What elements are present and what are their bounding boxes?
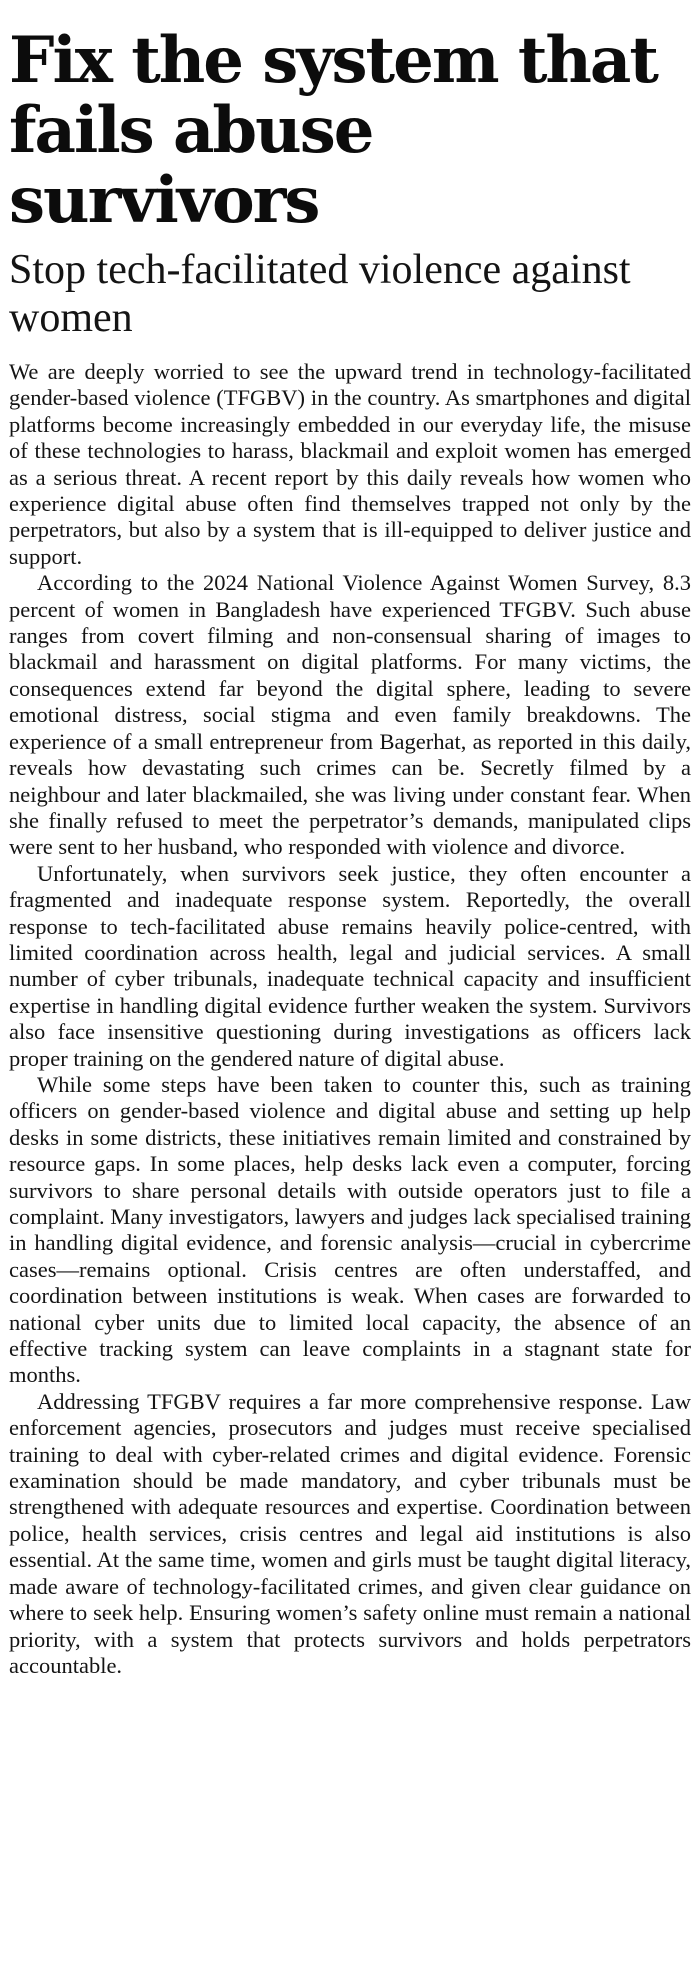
article-body: [9, 359, 691, 1679]
body-paragraph: According to the 2024 National Violence Against Women Survey, 8.3 percent of women in Bangladesh have experienced TFGBV. Such abuse ranges from covert filming and non-consensual sharing of images to blackmail and harassment on digital platforms. For many victims, the consequences extend far beyond the digital sphere, leading to severe emotional distress, social stigma and even family breakdowns. The experience of a small entrepreneur from Bagerhat, as reported in this daily, reveals how devastating such crimes can be. Secretly filmed by a neighbour and later blackmailed, she was living under constant fear. When she finally refused to meet the perpetrator’s demands, manipulated clips were sent to her husband, who responded with violence and divorce.: [9, 570, 691, 860]
article-headline: Fix the system that fails abuse survivors: [9, 23, 657, 238]
body-paragraph: We are deeply worried to see the upward trend in technology-facilitated gender-based violence (TFGBV) in the country. As smartphones and digital platforms become increasingly embedded in our everyday life, the misuse of these technologies to harass, blackmail and exploit women has emerged as a serious threat. A recent report by this daily reveals how women who experience digital abuse often find themselves trapped not only by the perpetrators, but also by a system that is ill-equipped to deliver justice and support.: [9, 359, 691, 569]
body-paragraph: While some steps have been taken to counter this, such as training officers on gender-based violence and digital abuse and setting up help desks in some districts, these initiatives remain limited and constrained by resource gaps. In some places, help desks lack even a computer, forcing survivors to share personal details with outside operators just to file a complaint. Many investigators, lawyers and judges lack specialised training in handling digital evidence, and forensic analysis—crucial in cybercrime cases—remains optional. Crisis centres are often understaffed, and coordination between institutions is weak. When cases are forwarded to national cyber units due to limited local capacity, the absence of an effective tracking system can leave complaints in a stagnant state for months.: [9, 1071, 691, 1388]
article-subheadline: Stop tech-facilitated violence against women: [9, 247, 631, 341]
body-paragraph: Unfortunately, when survivors seek justice, they often encounter a fragmented and inadequate response system. Reportedly, the overall response to tech-facilitated abuse remains heavily police-centred, with limited coordination across health, legal and judicial services. A small number of cyber tribunals, inadequate technical capacity and insufficient expertise in handling digital evidence further weaken the system. Survivors also face insensitive questioning during investigations as officers lack proper training on the gendered nature of digital abuse.: [9, 860, 691, 1071]
body-paragraph: Addressing TFGBV requires a far more comprehensive response. Law enforcement agencies, prosecutors and judges must receive specialised training to deal with cyber-related crimes and digital evidence. Forensic examination should be made mandatory, and cyber tribunals must be strengthened with adequate resources and expertise. Coordination between police, health services, crisis centres and legal aid institutions is also essential. At the same time, women and girls must be taught digital literacy, made aware of technology-facilitated crimes, and given clear guidance on where to seek help. Ensuring women’s safety online must remain a national priority, with a system that protects survivors and holds perpetrators accountable.: [9, 1388, 691, 1678]
